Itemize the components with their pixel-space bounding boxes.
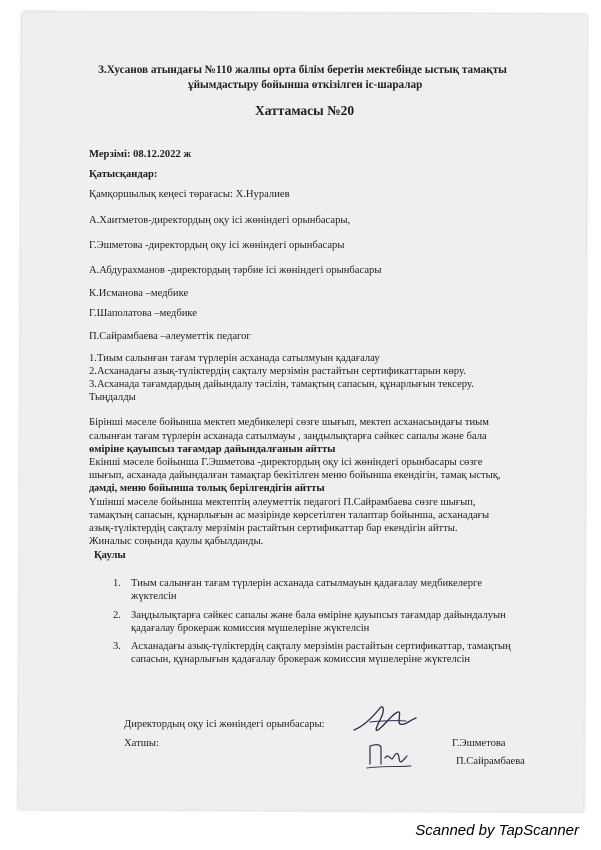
discussion-line: Бірінші мәселе бойынша мектеп медбикелері сөзге шығып, мектеп асханасындағы тиым bbox=[89, 417, 489, 428]
participant-item: Г.Шаполатова –медбике bbox=[89, 308, 197, 319]
decision-text: Заңдылықтарға сәйкес сапалы және бала өміріне қауыпсыз тағамдар дайындалуын bbox=[131, 610, 506, 621]
participant-item: К.Исманова –медбике bbox=[89, 288, 189, 299]
discussion-line: тамақтың сапасын, құнарлығын ас мәзірінде көрсетілген талаптар бойынша, асханадағы bbox=[89, 510, 490, 521]
decision-label: Қаулы bbox=[94, 550, 126, 561]
agenda-item: 2.Асханадағы азық-түліктердің сақталу мерзімін растайтын сертификаттарын көру. bbox=[89, 366, 466, 377]
scanner-watermark: Scanned by TapScanner bbox=[415, 822, 579, 839]
decision-text: қадағалау брокераж комиссия мүшелеріне жүктелсін bbox=[131, 623, 370, 634]
decision-text: Асханадағы азық-түліктердің сақталу мерзімін растайтын сертификаттар, тамақтың bbox=[131, 641, 511, 652]
discussion-line: дәмді, меню бойынша толық берілгендігін айтты bbox=[89, 483, 325, 494]
participant-item: А.Абдурахманов -директордың тәрбие ісі жөніндегі орынбасары bbox=[89, 265, 382, 276]
decision-number: 2. bbox=[113, 610, 121, 621]
handwritten-signature-deputy bbox=[350, 700, 420, 740]
signature-role-deputy: Директордың оқу ісі жөніндегі орынбасары: bbox=[124, 719, 325, 730]
participant-item: П.Сайрамбаева –әлеуметтік педагог bbox=[89, 331, 251, 342]
signature-name-secretary: П.Сайрамбаева bbox=[456, 756, 525, 767]
protocol-title: Хаттамасы №20 bbox=[255, 103, 355, 118]
participant-item: Қамқоршылық кеңесі төрағасы: Х.Нуралиев bbox=[89, 189, 290, 200]
participant-item: Г.Эшметова -директордың оқу ісі жөніндегі орынбасары bbox=[89, 240, 345, 251]
discussion-line: Үшінші мәселе бойынша мектептің әлеуметтік педагогі П.Сайрамбаева сөзге шығып, bbox=[89, 497, 476, 508]
participants-label: Қатысқандар: bbox=[89, 169, 158, 180]
title-line-2: ұйымдастыру бойынша өткізілген іс-шаралар bbox=[188, 79, 423, 91]
discussion-line: Екінші мәселе бойынша Г.Эшметова -директордың оқу ісі жөніндегі орынбасары сөзге bbox=[89, 457, 483, 468]
decision-number: 3. bbox=[113, 641, 121, 652]
title-line-1: З.Хусанов атындағы №110 жалпы орта білім беретін мектебінде ыстық тамақты bbox=[98, 64, 507, 76]
agenda-item: 1.Тиым салынған тағам түрлерін асханада сатылмуын қадағалау bbox=[89, 353, 380, 364]
discussion-line: азық-түліктердің сақталу мерзімін растайтын сертификаттар бар екендігін айтты. bbox=[89, 523, 458, 534]
decision-text: Тиым салынған тағам түрлерін асханада сатылмауын қадағалау медбикелерге bbox=[131, 578, 482, 589]
decision-text: жүктелсін bbox=[131, 591, 177, 602]
decision-text: сапасын, құнарлығын қадағалау брокераж комиссия мүшелеріне жүктелсін bbox=[131, 654, 471, 665]
discussion-line: Жиналыс соңында қаулы қабылданды. bbox=[89, 536, 264, 547]
discussion-line: шығып, асханада дайындалған тамақтар бекітілген меню бойынша екендігін, тамақ ыстық, bbox=[89, 470, 501, 481]
signature-name-deputy: Г.Эшметова bbox=[452, 738, 506, 749]
meeting-date: Мерзімі: 08.12.2022 ж bbox=[89, 149, 192, 160]
handwritten-signature-secretary bbox=[365, 740, 415, 772]
participant-item: А.Хаитметов-директордың оқу ісі жөніндегі орынбасары, bbox=[89, 215, 351, 226]
discussion-line: салынған тағам түрлерін асханада сатылмауы , заңдылықтарға сәйкес сапалы және бала bbox=[89, 431, 487, 442]
signature-role-secretary: Хатшы: bbox=[124, 738, 159, 749]
decision-number: 1. bbox=[113, 578, 121, 589]
agenda-item: 3.Асханада тағамдардың дайындалу тәсілін, тамақтың сапасын, құнарлығын тексеру. bbox=[89, 379, 474, 390]
discussion-line: өміріне қауыпсыз тағамдар дайындалғанын айтты bbox=[89, 444, 336, 455]
heard-label: Тыңдалды bbox=[89, 392, 136, 403]
